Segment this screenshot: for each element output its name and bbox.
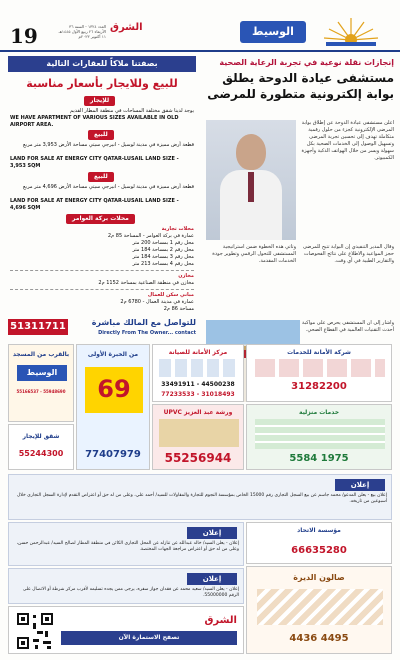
divider [10,289,194,290]
shops-line-3: محل رقم 2 بمساحة 184 متر [132,247,194,253]
realestate-banner: بصفتنا ملاكاً للعقارات التالية [8,56,196,72]
qr-ad: الشرق تصفح الاستمارة الآن [8,606,244,654]
publication-name: الشرق [110,22,143,33]
labour-line-2: مساحة 86 م2 [163,306,194,312]
doctor-photo [206,120,296,240]
sale-tag-2: للبيع [88,172,114,182]
shops-line-4: محل رقم 3 بمساحة 184 متر [132,254,194,260]
rent-text-ar: يوجد لدينا شقق مختلفة المساحات في منطقة المطار القديم [70,108,194,114]
ad-box: شقق للإيجار 55244300 [8,424,74,470]
qr-code-icon[interactable] [15,611,55,651]
ad-box: بالقرب من المسجد الوسيط 55948690 - 55166537 [8,344,74,422]
article-body-column-1: أعلن مستشفى عيادة الدوحة عن إطلاق بوابة المرضى الإلكترونية كجزء من حلول رقمية متكاملة تهدف إلى تحسين تجربة المرضى وتسهيل الوصول إلى الخدمات الصحية بكل سهولة ويسر من خلال الهواتف الذكية وأجهزة الكمبيوتر. [301,120,394,161]
classified-ad: إعلان إعلان - يعلن السيد/ سعيد محمد عن فقدان جواز سفره، يرجى ممن يجده تسليمه لأقرب مركز شرطة أو الاتصال على الرقم 55000000. [8,568,244,604]
shops-line-1: عمارة في بركة العوامر - المساحة 85 م2 [107,233,194,239]
page-header [0,0,400,52]
article-body-column-3: وتأتي هذه الخطوة ضمن استراتيجية المستشفى للتحول الرقمي وتطوير جودة الخدمات المقدمة. [212,244,296,264]
issue-dates: العدد ١٣٢٤ - السنة ٣٦ الأربعاء ٢٦ ربيع الأول ١٤٤٥هـ ١١ أكتوبر ٢٠٢٣م [58,24,106,39]
article-body-column-2: وقال المدير التنفيذي إن البوابة تتيح للمرضى حجز المواعيد والاطلاع على نتائج الفحوصات والتقارير الطبية في أي وقت. [303,244,394,264]
ad-box: مؤسسة الاتحاد 66635280 [246,522,392,564]
shops-line-5: محل رقم 4 بمساحة 213 متر [132,261,194,267]
shops-tag: محلات بركة العوامر [66,214,135,224]
rent-text-en: WE HAVE APARTMENT OF VARIOUS SIZES AVAILABLE IN OLD AIRPORT AREA. [10,115,179,128]
sun-logo-icon [316,14,386,48]
ad-box: خدمات منزلية 5584 1975 [246,404,392,470]
section-brand: الوسيط [240,21,306,43]
page-number: 19 [10,24,38,48]
ad-box: من الخبرة الأولى 69 77407979 [76,344,150,470]
shops-title: محلات تجارية [161,226,194,232]
classified-ad: إعلان إعلان بيع - يعلن المدعو/ محمد جاسم عن بيع السجل التجاري رقم 15000 الخاص بمؤسسة النجوم للتجارة والمقاولات للسيد/ أحمد علي، وعلى من له حق أو اعتراض التقدم لإدارة السجل التجاري خلال أسبوعين من تاريخه. [8,474,392,520]
rent-tag: للإيجار [84,96,115,106]
labour-title: مباني سكن للعمال [147,292,194,298]
ad-box: مركز الأمانة للصيانة 44500238 - 33491911 31018493 - 77233533 [152,344,244,402]
sale1-text-en: LAND FOR SALE AT ENERGY CITY QATAR-LUSAIL LAND SIZE - 3,953 SQM [10,156,179,169]
owner-phone[interactable]: 51311711 [8,319,68,335]
contact-owner-ar: للتواصل مع المالك مباشرة [91,318,196,327]
ad-box: ورشة عبد العزيز UPVC 55256944 [152,404,244,470]
sale2-text-en: LAND FOR SALE AT ENERGY CITY QATAR-LUSAIL LAND SIZE - 4,696 SQM [10,198,179,211]
sale1-text-ar: قطعة أرض مميزة في مدينة لوسيل - انيرجي سيتي مساحة الأرض 3,953 متر مربع [23,142,194,148]
article-title: مستشفى عيادة الدوحة يطلق بوابة إلكترونية متطورة للمرضى [207,71,394,101]
article-kicker: إنجازات نقلة نوعية في تجربة الرعاية الصحية [219,58,394,67]
ad-box: شركة الأمانة للخدمات 31282200 [246,344,392,402]
labour-line: عمارة في مدينة العمال - 6780 م2 [120,299,194,305]
contact-owner-en: Directly From The Owner... contact [98,330,196,336]
stores-title: مخازن [178,273,194,279]
article-body-column-4: وأشار إلى أن المستشفى يحرص على مواكبة أحدث التقنيات العالمية في القطاع الصحي. [302,320,394,333]
stores-line: مخازن في منطقة الصناعية بمساحة 1152 م2 [98,280,194,286]
sale2-text-ar: قطعة أرض مميزة في مدينة لوسيل - انيرجي سيتي مساحة الأرض 4,696 متر مربع [23,184,194,190]
sale-tag-1: للبيع [88,130,114,140]
realestate-subtitle: للبيع وللايجار بأسعار مناسبة [26,77,178,90]
shops-line-2: محل رقم 1 بمساحة 200 متر [132,240,194,246]
classified-ad: إعلان إعلان - يعلن السيد/ خالد عبدالله عن تنازله عن المحل التجاري الكائن في منطقة المطار لصالح السيد/ عبدالرحمن حسن، وعلى من له حق أو اعتراض مراجعة الجهات المختصة. [8,522,244,566]
divider [10,270,194,271]
ad-box: صالون الديرة 4436 4495 [246,566,392,654]
